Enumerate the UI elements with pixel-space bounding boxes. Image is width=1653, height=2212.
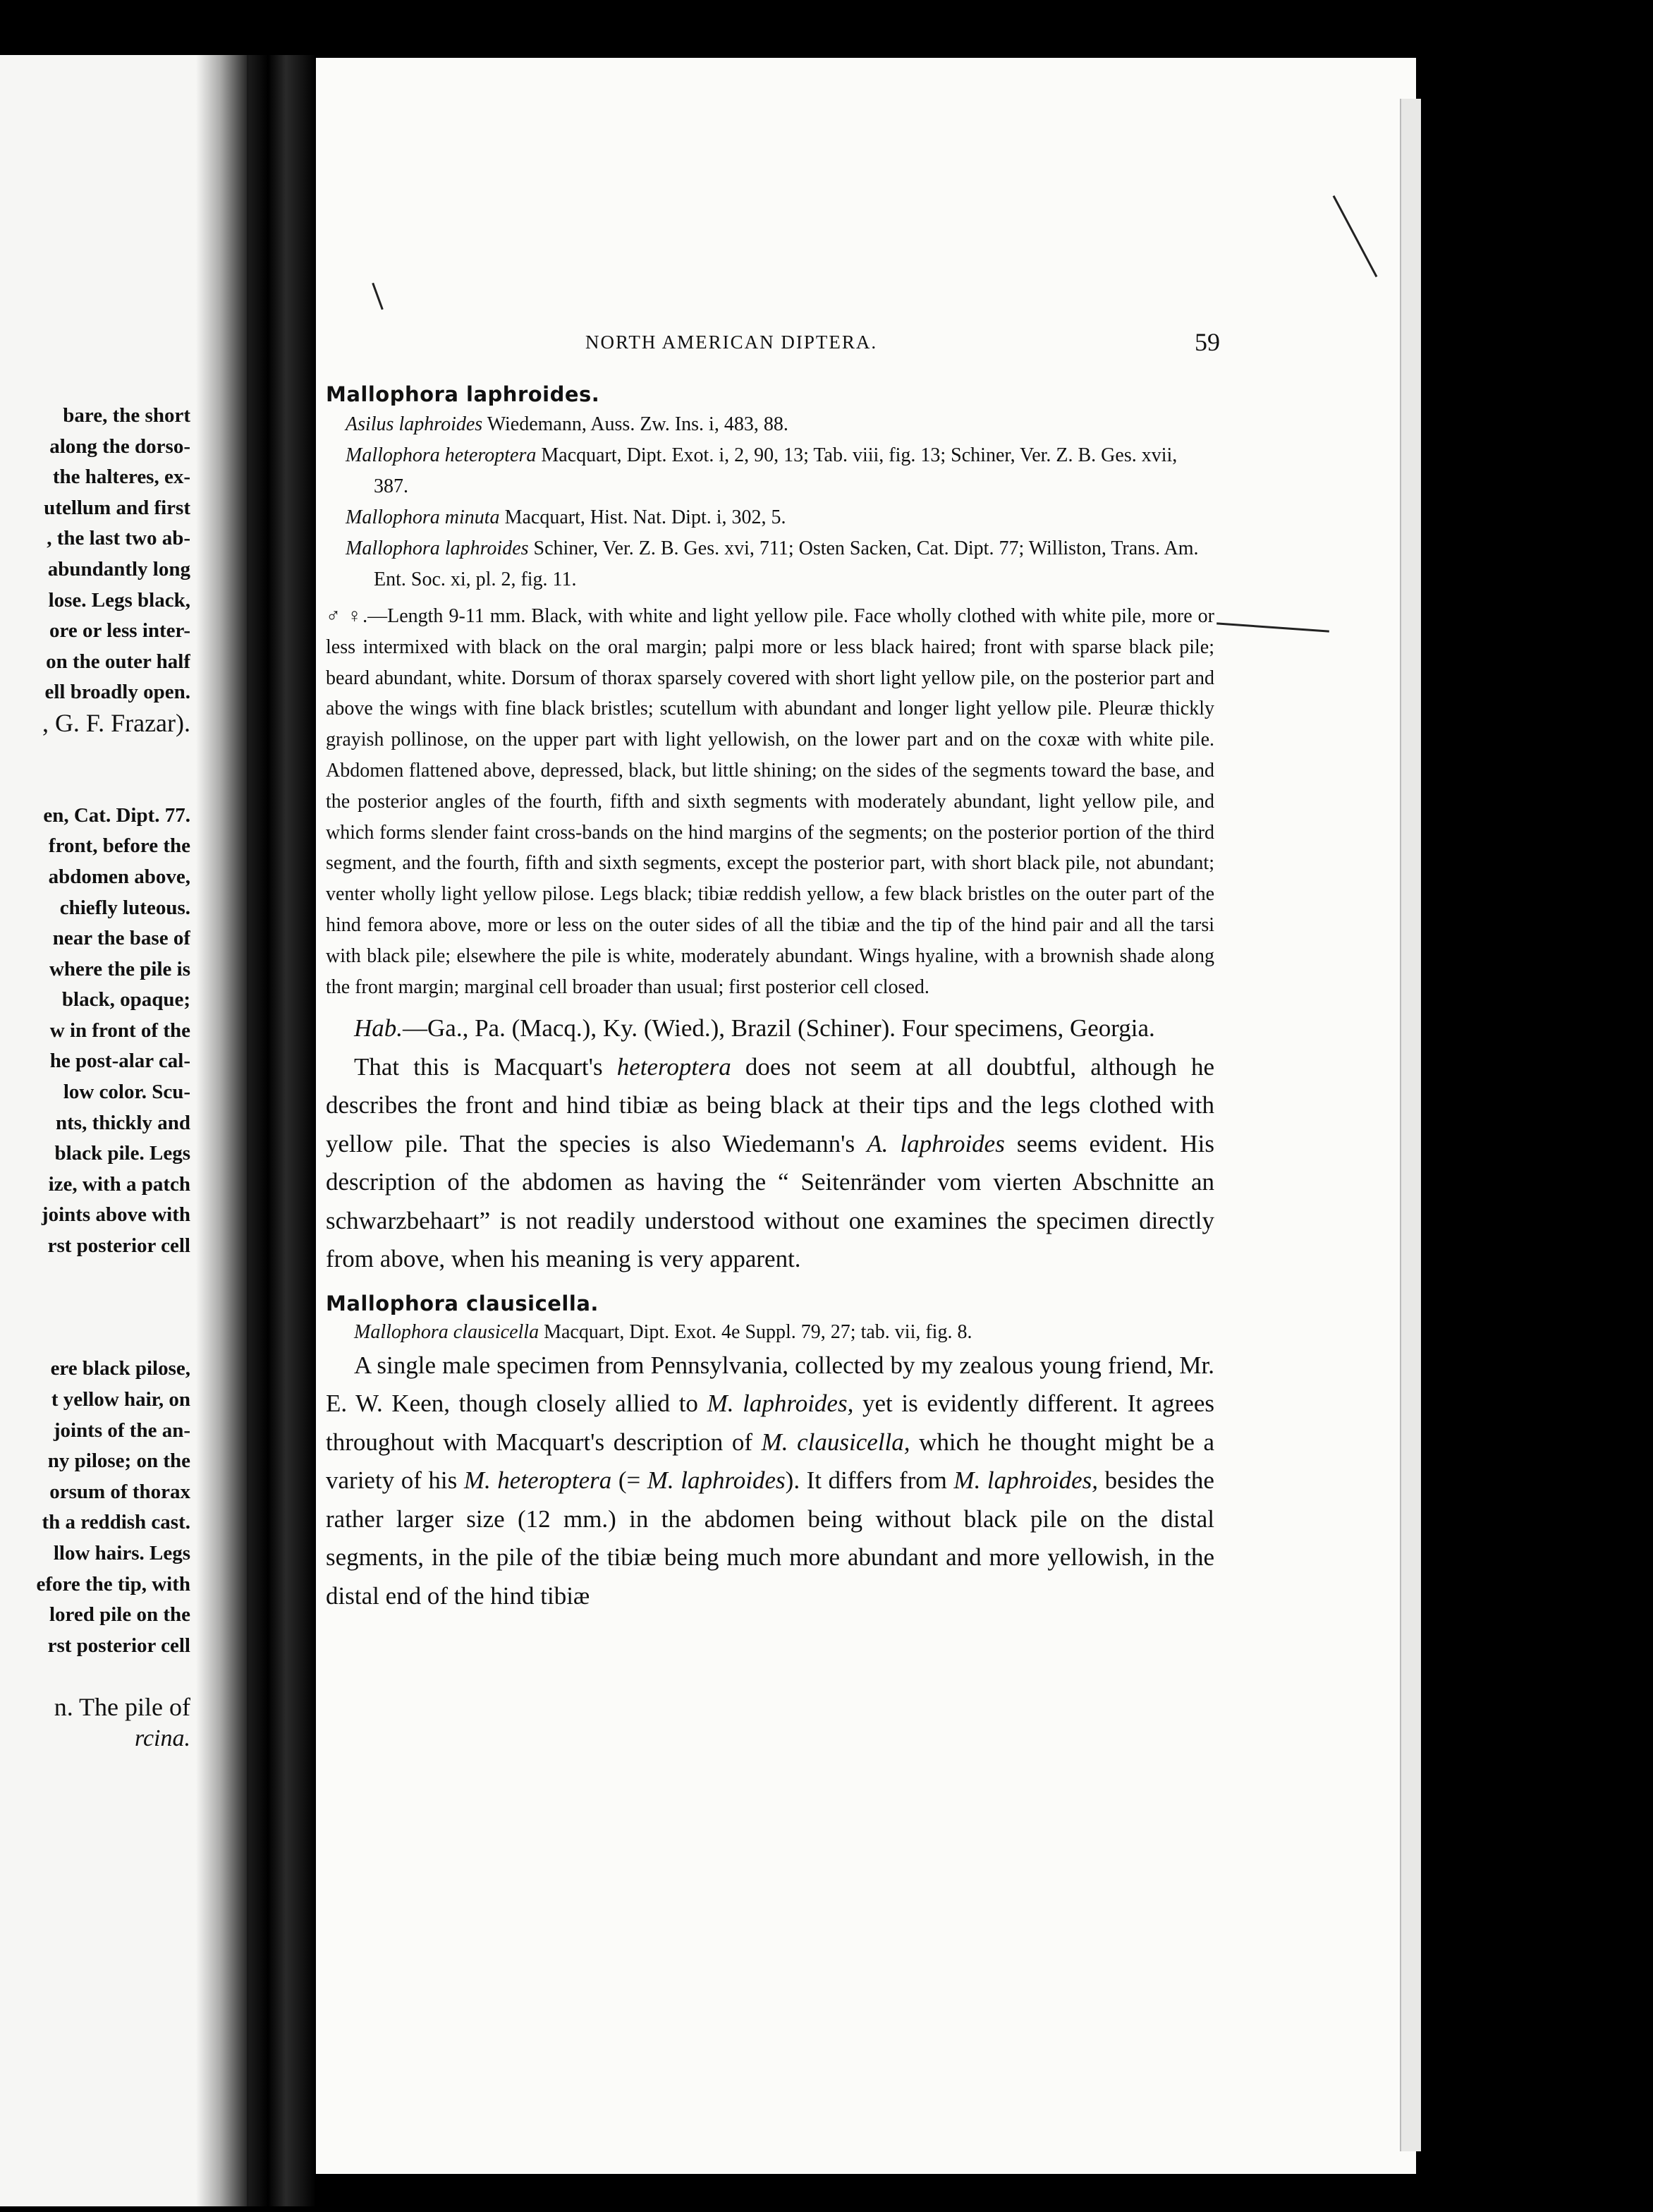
left-page-line (0, 1323, 190, 1354)
left-page-line: rst posterior cell (47, 1234, 190, 1258)
left-page-line: orsum of thorax (49, 1480, 190, 1503)
species-heading-laphroides: Mallophora laphroides. (326, 382, 600, 406)
left-page-line: nts, thickly and (56, 1111, 190, 1134)
left-page-line: t yellow hair, on (51, 1388, 190, 1411)
synonym-entry (326, 533, 1214, 595)
left-page-line: utellum and first (44, 496, 190, 519)
body-italic: M. laphroides, (953, 1466, 1099, 1495)
left-page-line: along the dorso- (49, 435, 190, 458)
left-page-line: lose. Legs black, (48, 588, 190, 612)
left-page-line: near the base of (52, 927, 190, 950)
body-italic: M. laphroides (647, 1466, 786, 1495)
synonym-reference: Macquart, Dipt. Exot. i, 2, 90, 13; Tab. viii, fig. 13; Schiner, Ver. Z. B. Ges. xvii, 387. (374, 444, 1178, 497)
left-page-line: rst posterior cell (47, 1634, 190, 1657)
left-page-line: on the outer half (46, 650, 190, 673)
habitat-paragraph (326, 1009, 1214, 1048)
left-page-line: , G. F. Frazar). (42, 708, 190, 737)
remarks-text: That this is Macquart's (354, 1052, 617, 1081)
body-text: yet is evidently different. It agrees throughout with Macquart's description of (326, 1390, 1214, 1456)
left-page-line: en, Cat. Dipt. 77. (43, 803, 190, 827)
left-page-line: black pile. Legs (54, 1142, 190, 1165)
left-page-line: ny pilose; on the (47, 1450, 190, 1473)
body-italic: M. heteroptera (463, 1466, 612, 1495)
remarks-italic: heteroptera (616, 1052, 731, 1081)
remarks-text: does not seem at all doubtful, although he describes the front and hind tibiæ as being black at their tips and the legs clothed with yellow pile. That the species is also Wiedemann's (326, 1052, 1214, 1157)
synonym-reference: Macquart, Hist. Nat. Dipt. i, 302, 5. (499, 506, 786, 528)
hab-label: Hab. (354, 1014, 403, 1043)
running-head-title: NORTH AMERICAN DIPTERA. (585, 332, 878, 353)
synonym-taxon: Mallophora heteroptera (346, 444, 537, 466)
left-page-line: lored pile on the (49, 1603, 190, 1627)
remarks-paragraph (326, 1048, 1214, 1279)
left-page-line: n. The pile of (54, 1692, 190, 1721)
left-page-line: efore the tip, with (36, 1572, 190, 1596)
left-page-line (0, 1292, 190, 1323)
left-page-line: w in front of the (49, 1019, 190, 1042)
body-italic: M. laphroides, (707, 1390, 854, 1418)
left-page-line: abdomen above, (48, 865, 190, 888)
synonymy-list (326, 409, 1214, 595)
left-page-text (0, 401, 190, 1754)
book-gutter-shadow (196, 55, 316, 2206)
left-page-line: joints of the an- (53, 1418, 190, 1442)
body-text: ). It differs from (785, 1466, 954, 1495)
left-page-line: where the pile is (49, 957, 190, 980)
page-content (326, 328, 1220, 1615)
left-page-line: ell broadly open. (44, 681, 190, 704)
left-page-line (0, 739, 190, 770)
body-text: besides the rather larger size (12 mm.) in the abdomen being without black pile on the distal segments, in the pile of the tibiæ being much more abundant and more yellowish, in the distal end of the hind tibiæ (326, 1466, 1214, 1610)
clausicella-paragraph (326, 1347, 1214, 1616)
synonym-entry (326, 440, 1214, 502)
synonym-entry (326, 409, 1214, 440)
page-number: 59 (1195, 328, 1220, 356)
running-head (326, 328, 1220, 374)
synonym-taxon: Mallophora minuta (346, 506, 500, 528)
species-heading-clausicella: Mallophora clausicella. (326, 1291, 599, 1315)
left-page-line: low color. Scu- (63, 1081, 190, 1104)
left-page-line: rcina. (134, 1725, 190, 1751)
page-edge (1400, 99, 1421, 2151)
left-page-line: ore or less inter- (49, 619, 190, 643)
synonym-reference: Wiedemann, Auss. Zw. Ins. i, 483, 88. (482, 413, 788, 435)
left-page-line: abundantly long (47, 557, 190, 581)
synonym-entry (326, 502, 1214, 533)
left-page-line: ize, with a patch (48, 1172, 190, 1196)
left-page-line (0, 1262, 190, 1293)
left-page-line: th a reddish cast. (42, 1511, 190, 1534)
body-italic: M. clausicella, (761, 1428, 910, 1456)
left-page-line: , the last two ab- (47, 527, 190, 550)
remarks-text: seems evident. His description of the abdomen as having the “ Seitenränder vom vierten Abschnitte an schwarzbehaart” is not readily understood without one examines the specimen directly from above, when his meaning is very apparent. (326, 1129, 1214, 1273)
left-page-line: he post-alar cal- (49, 1050, 190, 1073)
left-page-line: black, opaque; (61, 988, 190, 1011)
left-page-line: joints above with (41, 1203, 190, 1227)
left-page-line: front, before the (48, 834, 190, 858)
body-text: (= (611, 1466, 647, 1495)
left-page-line (0, 770, 190, 801)
synonym-reference: Macquart, Dipt. Exot. 4e Suppl. 79, 27; tab. vii, fig. 8. (544, 1320, 972, 1343)
synonym-reference: Schiner, Ver. Z. B. Ges. xvi, 711; Osten Sacken, Cat. Dipt. 77; Williston, Trans. Am. Ent. Soc. xi, pl. 2, fig. 11. (374, 537, 1199, 590)
synonymy-clausicella (326, 1318, 1214, 1347)
left-page-line: bare, the short (63, 404, 190, 427)
left-page-line: ere black pilose, (50, 1357, 190, 1380)
remarks-italic: A. laphroides (867, 1129, 1005, 1157)
left-page-line: the halteres, ex- (52, 466, 190, 489)
left-page-line (0, 1661, 190, 1692)
synonym-taxon: Asilus laphroides (346, 413, 483, 435)
hab-text: —Ga., Pa. (Macq.), Ky. (Wied.), Brazil (Schiner). Four specimens, Georgia. (403, 1014, 1155, 1043)
left-page-line: chiefly luteous. (59, 896, 190, 919)
synonym-taxon: Mallophora clausicella (354, 1320, 539, 1343)
body-text: which he thought might be a variety of his (326, 1428, 1215, 1495)
body-text: A single male specimen from Pennsylvania, collected by my zealous young friend, Mr. E. W. Keen, though closely allied to (326, 1351, 1214, 1418)
synonym-taxon: Mallophora laphroides (346, 537, 529, 559)
left-page-line: llow hairs. Legs (53, 1541, 190, 1564)
species-description: ♂ ♀.—Length 9-11 mm. Black, with white and light yellow pile. Face wholly clothed with white pile, more or less intermixed with black on the oral margin; palpi more or less black haired; front with sparse black pile; beard abundant, white. Dorsum of thorax sparsely covered with short light yellow pile, on the posterior part and above the wings with fine black bristles; scutellum with abundant and longer light yellow pile. Pleuræ thickly grayish pollinose, on the upper part with light yellowish, on the lower part and on the coxæ with white pile. Abdomen flattened above, depressed, black, but little shining; on the sides of the segments toward the base, and the posterior angles of the fourth, fifth and sixth segments with moderately abundant, light yellow pile, and which forms slender faint cross-bands on the hind margins of the segments; on the posterior portion of the third segment, and the fourth, fifth and sixth segments, except the posterior part, with short black pile, not abundant; venter wholly light yellow pilose. Legs black; tibiæ reddish yellow, a few black bristles on the outer part of the hind femora above, more or less on the outer sides of all the tibiæ and the tip of the hind pair and all the tarsi with black pile; elsewhere the pile is white, moderately abundant. Wings hyaline, with a brownish shade along the front margin; marginal cell broader than usual; first posterior cell closed. (326, 605, 1214, 998)
